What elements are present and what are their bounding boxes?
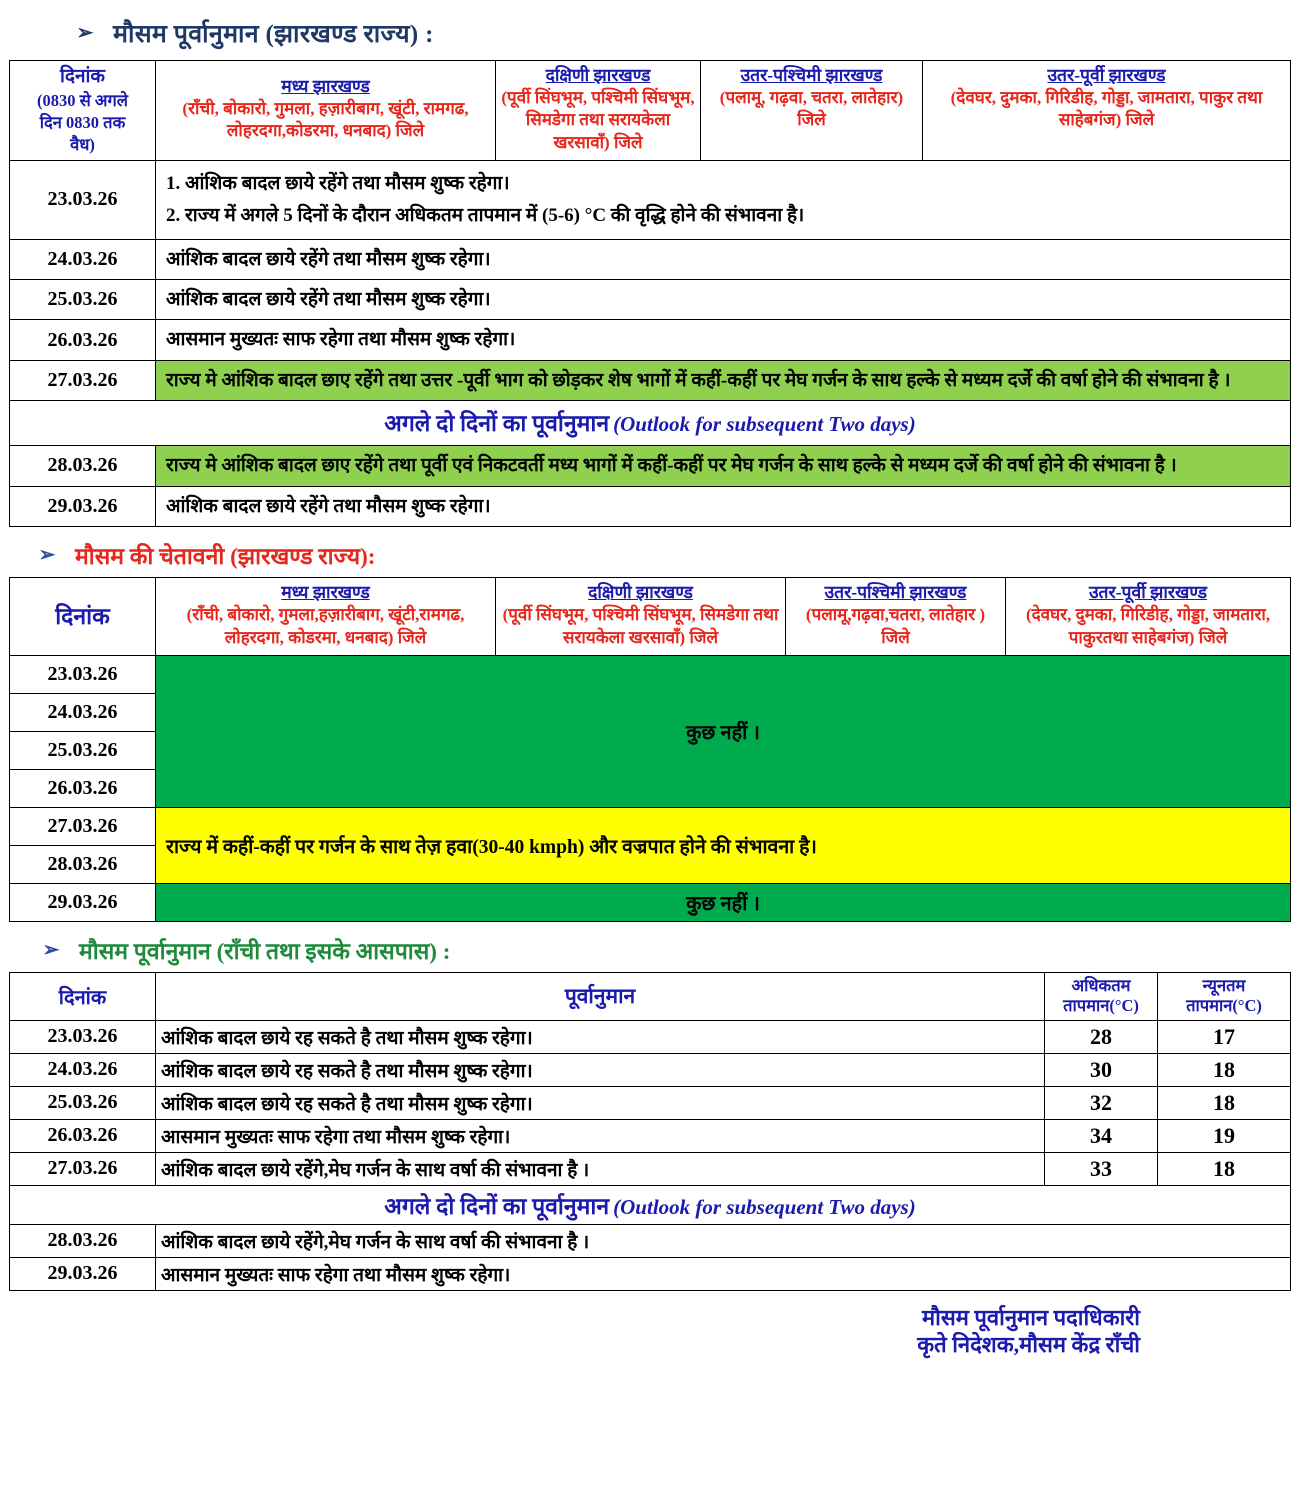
min-temp-label-line2: तापमान(°C): [1186, 996, 1262, 1016]
row-forecast-highlighted: राज्य मे आंशिक बादल छाए रहेंगे तथा उत्तर -पूर्वी भाग को छोड़कर शेष भागों में कहीं-कहीं पर मेघ गर्जन के साथ हल्के से मध्यम दर्जे की वर्षा होने की संभावना है ।: [156, 360, 1291, 400]
row-min-temp: 18: [1158, 1152, 1291, 1185]
table-row: [10, 1152, 1291, 1185]
header-date-column: [10, 61, 156, 161]
header-region-northeast: [923, 61, 1291, 161]
header-forecast-column: पूर्वानुमान: [156, 972, 1045, 1020]
row-date: 26.03.26: [10, 320, 156, 360]
row-date: 26.03.26: [10, 1119, 156, 1152]
header-min-temp-column: [1158, 972, 1291, 1020]
region-title: मध्य झारखण्ड: [281, 582, 370, 603]
region-title: दक्षिणी झारखण्ड: [588, 582, 693, 603]
outlook-banner-row: [10, 401, 1291, 446]
table-row: [10, 655, 1291, 693]
row-max-temp: 30: [1045, 1053, 1158, 1086]
row-date: 24.03.26: [10, 693, 156, 731]
date-sub-line-3: वैध): [70, 135, 95, 155]
arrow-bullet-icon: ➢: [76, 22, 94, 44]
row-date: 25.03.26: [10, 731, 156, 769]
row-date: 29.03.26: [10, 883, 156, 921]
outlook-banner: [10, 1185, 1291, 1224]
row-date: 28.03.26: [10, 845, 156, 883]
signature-line-2: कृते निदेशक,मौसम केंद्र राँची: [917, 1331, 1140, 1357]
region-districts: (पूर्वी सिंघभूम, पश्चिमी सिंघभूम, सिमडेगा तथा सरायकेला खरसावाँ) जिले: [502, 605, 779, 647]
row-date: 26.03.26: [10, 769, 156, 807]
table-row: [10, 446, 1291, 486]
section-heading-state-warning: [9, 527, 1290, 577]
row-forecast: आंशिक बादल छाये रहेंगे तथा मौसम शुष्क रहेगा।: [156, 279, 1291, 319]
row-date: 24.03.26: [10, 239, 156, 279]
region-districts: (राँची, बोकारो, गुमला,हज़ारीबाग, खूंटी,रामगढ, लोहरदगा, कोडरमा, धनबाद) जिले: [186, 605, 465, 647]
table-row: [10, 320, 1291, 360]
row-date: 23.03.26: [10, 160, 156, 239]
section-title-ranchi-forecast: मौसम पूर्वानुमान (राँची तथा इसके आसपास) :: [79, 938, 451, 964]
header-region-central: [156, 578, 496, 656]
header-region-northwest: [786, 578, 1006, 656]
row-min-temp: 17: [1158, 1020, 1291, 1053]
row-forecast: [156, 160, 1291, 239]
row-min-temp: 18: [1158, 1086, 1291, 1119]
date-label: दिनांक: [59, 66, 106, 88]
row-date: 23.03.26: [10, 1020, 156, 1053]
table-row: [10, 1257, 1291, 1290]
forecast-line: 1. आंशिक बादल छाये रहेंगे तथा मौसम शुष्क रहेगा।: [166, 172, 510, 194]
state-warning-table: [9, 577, 1291, 922]
date-sub-line-2: दिन 0830 तक: [39, 113, 126, 132]
row-max-temp: 34: [1045, 1119, 1158, 1152]
state-forecast-table: [9, 60, 1291, 527]
forecast-line: 2. राज्य में अगले 5 दिनों के दौरान अधिकतम तापमान में (5-6) °C की वृद्धि होने की संभावना है।: [166, 205, 805, 227]
row-forecast: आसमान मुख्यतः साफ रहेगा तथा मौसम शुष्क रहेगा।: [156, 1257, 1291, 1290]
outlook-banner-row: [10, 1185, 1291, 1224]
row-date: 25.03.26: [10, 1086, 156, 1119]
section-title-state-forecast: मौसम पूर्वानुमान (झारखण्ड राज्य) :: [113, 21, 434, 48]
region-districts: (पलामू, गढ़वा, चतरा, लातेहार) जिले: [719, 88, 904, 130]
row-forecast: आंशिक बादल छाये रहेंगे,मेघ गर्जन के साथ वर्षा की संभावना है ।: [156, 1152, 1045, 1185]
row-forecast: आंशिक बादल छाये रह सकते है तथा मौसम शुष्क रहेगा।: [156, 1086, 1045, 1119]
row-min-temp: 19: [1158, 1119, 1291, 1152]
ranchi-forecast-table: [9, 972, 1291, 1291]
arrow-bullet-icon: ➢: [38, 544, 56, 567]
signature-block: [9, 1305, 1290, 1359]
outlook-banner: [10, 401, 1291, 446]
row-date: 29.03.26: [10, 486, 156, 526]
row-date: 24.03.26: [10, 1053, 156, 1086]
row-forecast: आंशिक बादल छाये रहेंगे तथा मौसम शुष्क रहेगा।: [156, 486, 1291, 526]
table-row: [10, 160, 1291, 239]
row-date: 28.03.26: [10, 1224, 156, 1257]
outlook-title-hi: अगले दो दिनों का पूर्वानुमान: [384, 1193, 610, 1219]
arrow-bullet-icon: ➢: [42, 938, 60, 961]
table-row: [10, 1053, 1291, 1086]
row-date: 28.03.26: [10, 446, 156, 486]
table-row: [10, 239, 1291, 279]
section-heading-ranchi-forecast: [9, 922, 1290, 972]
region-districts: (राँची, बोकारो, गुमला, हज़ारीबाग, खूंटी, रामगढ, लोहरदगा,कोडरमा, धनबाद) जिले: [182, 99, 469, 141]
region-districts: (पलामू,गढ़वा,चतरा, लातेहार ) जिले: [805, 605, 986, 647]
date-sub-line-1: (0830 से अगले: [37, 90, 128, 110]
section-heading-state-forecast: [9, 0, 1290, 60]
header-region-central: [156, 61, 496, 161]
header-region-south: [496, 578, 786, 656]
table-row: [10, 1224, 1291, 1257]
row-max-temp: 28: [1045, 1020, 1158, 1053]
table-row: [10, 1020, 1291, 1053]
table-row: [10, 807, 1291, 845]
region-districts: (देवघर, दुमका, गिरिडीह, गोड्डा, जामतारा, पाकुरतथा साहेबगंज) जिले: [1025, 605, 1271, 647]
row-date: 25.03.26: [10, 279, 156, 319]
max-temp-label-line1: अधिकतम: [1071, 975, 1131, 995]
max-temp-label-line2: तापमान(°C): [1063, 996, 1139, 1016]
outlook-title-en: (Outlook for subsequent Two days): [613, 412, 916, 437]
min-temp-label-line1: न्यूनतम: [1202, 975, 1246, 995]
region-districts: (देवघर, दुमका, गिरिडीह, गोड्डा, जामतारा, पाकुर तथा साहेबगंज) जिले: [950, 88, 1263, 130]
header-date-column: दिनांक: [10, 972, 156, 1020]
section-title-state-warning: मौसम की चेतावनी (झारखण्ड राज्य):: [75, 544, 376, 570]
row-forecast: आसमान मुख्यतः साफ रहेगा तथा मौसम शुष्क रहेगा।: [156, 1119, 1045, 1152]
table-header-row: [10, 972, 1291, 1020]
table-row: [10, 1086, 1291, 1119]
table-header-row: [10, 61, 1291, 161]
warning-text-cell: राज्य में कहीं-कहीं पर गर्जन के साथ तेज़ हवा(30-40 kmph) और वज्रपात होने की संभावना है।: [156, 807, 1291, 883]
region-title: उतर-पश्चिमी झारखण्ड: [824, 582, 967, 603]
warning-none-cell: कुछ नहीं ।: [156, 655, 1291, 807]
row-forecast: आंशिक बादल छाये रहेंगे,मेघ गर्जन के साथ वर्षा की संभावना है ।: [156, 1224, 1291, 1257]
row-max-temp: 32: [1045, 1086, 1158, 1119]
row-date: 29.03.26: [10, 1257, 156, 1290]
region-title: दक्षिणी झारखण्ड: [545, 65, 651, 85]
table-row: [10, 883, 1291, 921]
outlook-title-en: (Outlook for subsequent Two days): [613, 1194, 916, 1219]
row-date: 27.03.26: [10, 1152, 156, 1185]
row-forecast: आंशिक बादल छाये रहेंगे तथा मौसम शुष्क रहेगा।: [156, 239, 1291, 279]
header-date-column: दिनांक: [10, 578, 156, 656]
warning-none-cell: कुछ नहीं ।: [156, 883, 1291, 921]
table-row: [10, 486, 1291, 526]
row-date: 27.03.26: [10, 807, 156, 845]
row-min-temp: 18: [1158, 1053, 1291, 1086]
header-region-northeast: [1006, 578, 1291, 656]
row-forecast: आसमान मुख्यतः साफ रहेगा तथा मौसम शुष्क रहेगा।: [156, 320, 1291, 360]
row-forecast: आंशिक बादल छाये रह सकते है तथा मौसम शुष्क रहेगा।: [156, 1053, 1045, 1086]
row-forecast: आंशिक बादल छाये रह सकते है तथा मौसम शुष्क रहेगा।: [156, 1020, 1045, 1053]
row-forecast-highlighted: राज्य मे आंशिक बादल छाए रहेंगे तथा पूर्वी एवं निकटवर्ती मध्य भागों में कहीं-कहीं पर मेघ गर्जन के साथ हल्के से मध्यम दर्जे की वर्षा होने की संभावना है ।: [156, 446, 1291, 486]
outlook-title-hi: अगले दो दिनों का पूर्वानुमान: [384, 411, 610, 437]
row-date: 23.03.26: [10, 655, 156, 693]
table-row: [10, 360, 1291, 400]
region-title: उतर-पूर्वी झारखण्ड: [1088, 582, 1208, 603]
row-date: 27.03.26: [10, 360, 156, 400]
signature-line-1: मौसम पूर्वानुमान पदाधिकारी: [922, 1304, 1140, 1330]
region-title: मध्य झारखण्ड: [281, 76, 370, 97]
region-title: उतर-पश्चिमी झारखण्ड: [740, 65, 883, 85]
header-max-temp-column: [1045, 972, 1158, 1020]
table-header-row: [10, 578, 1291, 656]
table-row: [10, 1119, 1291, 1152]
header-region-south: [496, 61, 701, 161]
header-region-northwest: [701, 61, 923, 161]
row-max-temp: 33: [1045, 1152, 1158, 1185]
table-row: [10, 279, 1291, 319]
region-districts: (पूर्वी सिंघभूम, पश्चिमी सिंघभूम, सिमडेगा तथा सरायकेला खरसावाँ) जिले: [501, 88, 695, 152]
region-title: उतर-पूर्वी झारखण्ड: [1047, 65, 1166, 85]
